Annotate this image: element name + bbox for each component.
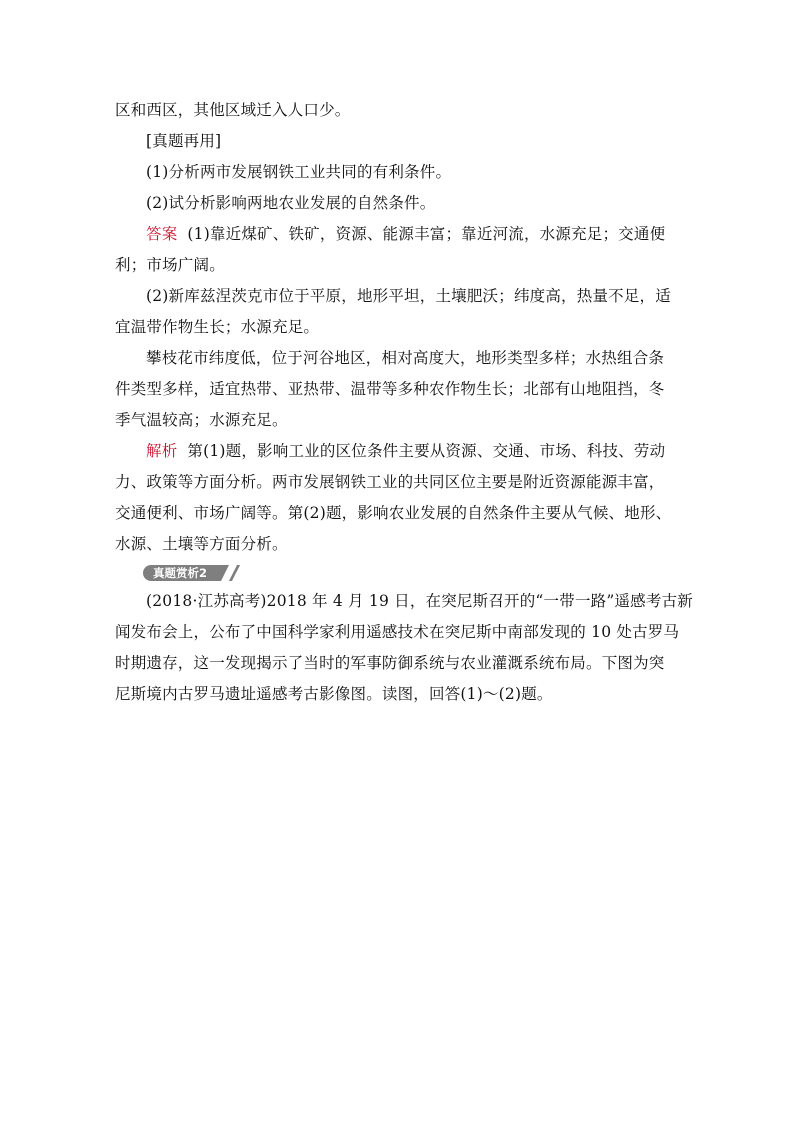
case-line-1: (2018·江苏高考)2018 年 4 月 19 日，在突尼斯召开的“一带一路”遥感考古新 [146,592,693,610]
answer-line-3: (2)新库兹涅茨克市位于平原，地形平坦，土壤肥沃；纬度高，热量不足，适 [146,287,671,305]
answer-label: 答案 [146,225,178,243]
analysis-line-1 [115,436,685,467]
case-line-2: 闻发布会上，公布了中国科学家利用遥感技术在突尼斯中南部发现的 10 处古罗马 [115,623,680,641]
section-badge: 真题赏析2 [143,565,221,581]
badge-slash-decoration [229,565,240,581]
analysis-line-4: 水源、土壤等方面分析。 [115,535,288,553]
analysis-line-3: 交通便利、市场广阔等。第(2)题，影响农业发展的自然条件主要从气候、地形、 [115,504,672,522]
answer-line-1 [115,219,685,250]
analysis-text-1: 第(1)题，影响工业的区位条件主要从资源、交通、市场、科技、劳动 [187,442,666,460]
question-1: (1)分析两市发展钢铁工业共同的有利条件。 [146,163,452,181]
analysis-line-2: 力、政策等方面分析。两市发展钢铁工业的共同区位主要是附近资源能源丰富， [115,473,665,491]
question-2: (2)试分析影响两地农业发展的自然条件。 [146,194,436,212]
paragraph-continuation: 区和西区，其他区域迁入人口少。 [115,101,351,119]
case-line-3: 时期遗存，这一发现揭示了当时的军事防御系统与农业灌溉系统布局。下图为突 [115,654,665,672]
answer-line-6: 件类型多样，适宜热带、亚热带、温带等多种农作物生长；北部有山地阻挡，冬 [115,380,665,398]
answer-text-1: (1)靠近煤矿、铁矿，资源、能源丰富；靠近河流，水源充足；交通便 [187,225,666,243]
answer-line-2: 利；市场广阔。 [115,256,225,274]
answer-line-4: 宜温带作物生长；水源充足。 [115,318,320,336]
answer-line-5: 攀枝花市纬度低，位于河谷地区，相对高度大，地形类型多样；水热组合条 [146,349,665,367]
analysis-label: 解析 [146,442,178,460]
answer-line-7: 季气温较高；水源充足。 [115,411,288,429]
section-badge-row [115,560,685,586]
document-page [115,95,693,710]
reuse-heading: [真题再用] [146,132,222,150]
case-line-4: 尼斯境内古罗马遗址遥感考古影像图。读图，回答(1)～(2)题。 [115,685,553,703]
